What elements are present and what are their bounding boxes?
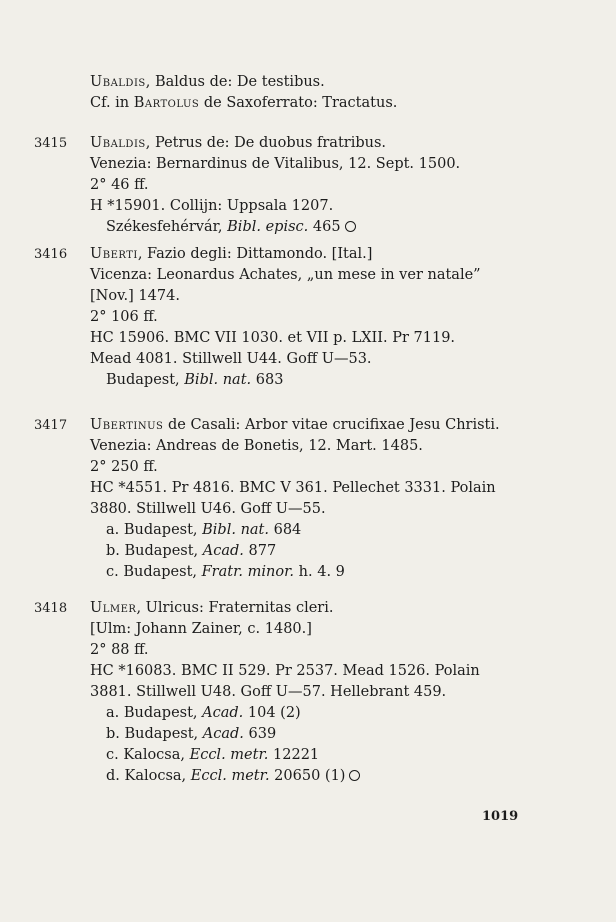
- entry-line: [106, 745, 319, 766]
- entry-text: 877: [243, 543, 277, 559]
- holding-location: Bibl. episc.: [227, 219, 309, 235]
- entry-text: , Baldus de: De testibus.: [145, 74, 325, 90]
- entry-line: [90, 415, 500, 436]
- entry-line: [90, 133, 386, 154]
- holding-location: Eccl. metr.: [190, 768, 270, 784]
- entry-text: b. Budapest,: [106, 726, 203, 742]
- entry-line: [90, 175, 149, 196]
- holding-location: Acad.: [202, 726, 244, 742]
- entry-line: [90, 682, 446, 703]
- entry-line: [106, 562, 345, 583]
- entry-line: [90, 457, 158, 478]
- entry-text: , Fazio degli: Dittamondo. [Ital.]: [137, 246, 373, 262]
- entry-text: b. Budapest,: [106, 543, 203, 559]
- circle-mark-icon: [349, 770, 360, 781]
- entry-text: Székesfehérvár,: [106, 219, 228, 235]
- entry-text: de Saxoferrato: Tractatus.: [199, 95, 398, 111]
- entry-text: HC *16083. BMC II 529. Pr 2537. Mead 1526. Polain: [90, 663, 480, 679]
- entry-text: 2° 250 ff.: [90, 459, 158, 475]
- entry-line: [90, 72, 325, 93]
- entry-text: Cf. in: [90, 95, 134, 111]
- entry-line: [90, 640, 149, 661]
- entry-text: Venezia: Andreas de Bonetis, 12. Mart. 1485.: [90, 438, 423, 454]
- author-name: Ubaldis: [90, 74, 146, 90]
- author-name: Bartolus: [133, 95, 200, 111]
- entry-text: HC *4551. Pr 4816. BMC V 361. Pellechet 3331. Polain: [90, 480, 496, 496]
- entry-text: a. Budapest,: [106, 522, 203, 538]
- entry-line: [90, 661, 480, 682]
- entry-text: c. Kalocsa,: [106, 747, 190, 763]
- entry-number: 3416: [34, 247, 68, 262]
- entry-number: 3417: [34, 418, 68, 433]
- entry-text: 104 (2): [243, 705, 301, 721]
- author-name: Uberti: [90, 246, 138, 262]
- entry-text: [Nov.] 1474.: [90, 288, 180, 304]
- holding-location: Fratr. minor.: [201, 564, 295, 580]
- entry-line: [90, 93, 397, 114]
- entry-line: [106, 217, 356, 238]
- entry-line: [90, 265, 481, 286]
- entry-line: [106, 703, 301, 724]
- entry-line: [90, 349, 372, 370]
- entry-text: Budapest,: [106, 372, 185, 388]
- entry-text: 3881. Stillwell U48. Goff U—57. Hellebrant 459.: [90, 684, 447, 700]
- entry-text: [Ulm: Johann Zainer, c. 1480.]: [90, 621, 312, 637]
- holding-location: Bibl. nat.: [184, 372, 252, 388]
- entry-text: Mead 4081. Stillwell U44. Goff U—53.: [90, 351, 372, 367]
- entry-line: [106, 766, 360, 787]
- entry-line: [90, 328, 455, 349]
- entry-text: de Casali: Arbor vitae crucifixae Jesu Christi.: [163, 417, 500, 433]
- entry-text: Venezia: Bernardinus de Vitalibus, 12. Sept. 1500.: [90, 156, 461, 172]
- entry-line: [90, 478, 496, 499]
- entry-line: [90, 499, 326, 520]
- entry-text: , Petrus de: De duobus fratribus.: [145, 135, 387, 151]
- holding-location: Eccl. metr.: [189, 747, 269, 763]
- entry-line: [106, 724, 276, 745]
- entry-line: [90, 436, 423, 457]
- holding-location: Acad.: [202, 543, 244, 559]
- author-name: Ulmer: [90, 600, 137, 616]
- author-name: Ubaldis: [90, 135, 146, 151]
- holding-location: Bibl. nat.: [202, 522, 269, 538]
- entry-text: 639: [243, 726, 277, 742]
- entry-number: 3415: [34, 136, 68, 151]
- entry-text: c. Budapest,: [106, 564, 202, 580]
- entry-line: [90, 196, 333, 217]
- entry-text: 12221: [268, 747, 320, 763]
- entry-text: d. Kalocsa,: [106, 768, 191, 784]
- entry-line: [90, 244, 372, 265]
- page-number: 1019: [482, 809, 519, 824]
- entry-text: a. Budapest,: [106, 705, 203, 721]
- entry-text: h. 4. 9: [294, 564, 345, 580]
- entry-line: [106, 541, 276, 562]
- author-name: Ubertinus: [90, 417, 164, 433]
- entry-number: 3418: [34, 601, 68, 616]
- entry-line: [90, 286, 180, 307]
- entry-line: [106, 370, 283, 391]
- entry-line: [90, 598, 333, 619]
- entry-text: 20650 (1): [269, 768, 346, 784]
- entry-text: H *15901. Collijn: Uppsala 1207.: [90, 198, 334, 214]
- entry-line: [90, 619, 312, 640]
- circle-mark-icon: [345, 221, 356, 232]
- holding-location: Acad.: [202, 705, 244, 721]
- entry-text: 465: [308, 219, 341, 235]
- entry-text: 3880. Stillwell U46. Goff U—55.: [90, 501, 326, 517]
- entry-text: 683: [251, 372, 284, 388]
- entry-line: [90, 154, 460, 175]
- entry-line: [106, 520, 301, 541]
- entry-text: Vicenza: Leonardus Achates, „un mese in ver natale”: [90, 267, 481, 283]
- entry-text: 684: [269, 522, 302, 538]
- entry-text: 2° 88 ff.: [90, 642, 149, 658]
- entry-text: , Ulricus: Fraternitas cleri.: [136, 600, 334, 616]
- entry-text: HC 15906. BMC VII 1030. et VII p. LXII. Pr 7119.: [90, 330, 456, 346]
- entry-text: 2° 106 ff.: [90, 309, 158, 325]
- entry-text: 2° 46 ff.: [90, 177, 149, 193]
- entry-line: [90, 307, 158, 328]
